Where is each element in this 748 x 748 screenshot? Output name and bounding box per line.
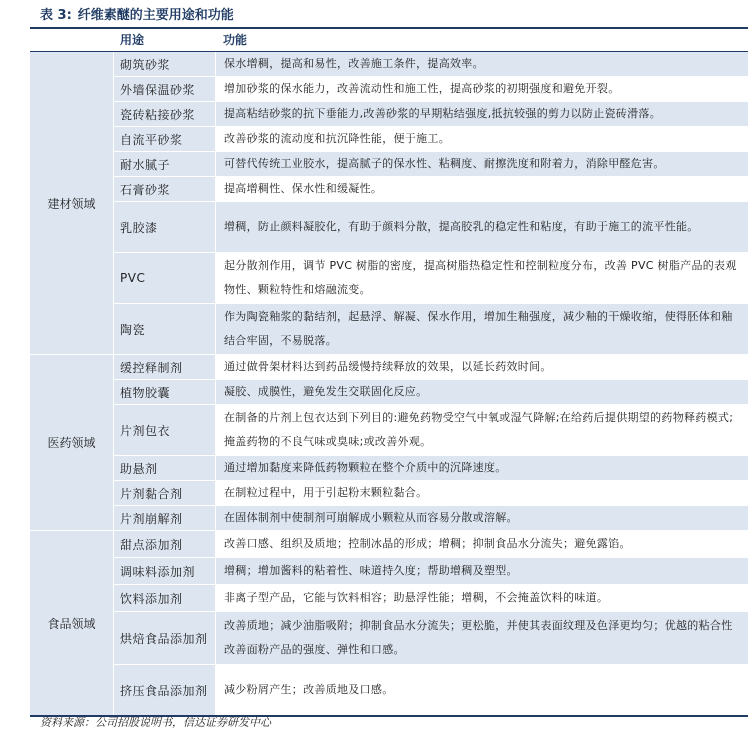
- table-row: [114, 52, 748, 77]
- table-header-row: [30, 29, 748, 52]
- table-row: [114, 405, 748, 456]
- table-row: [114, 481, 748, 506]
- use-cell: 外墙保温砂浆: [114, 77, 216, 101]
- table-row: [114, 355, 748, 380]
- use-cell: 植物胶囊: [114, 380, 216, 404]
- use-cell: 饮料添加剂: [114, 585, 216, 611]
- function-cell: 在制备的片剂上包衣达到下列目的:避免药物受空气中氧或湿气降解;在给药后提供期望的药物释药模式;掩盖药物的不良气味或臭味;或改善外观。: [224, 411, 734, 448]
- group-building-materials: [30, 52, 748, 354]
- table-number: 表 3:: [40, 8, 72, 23]
- table-row: [114, 506, 748, 530]
- group-label: 食品领域: [30, 531, 113, 715]
- use-cell: PVC: [114, 253, 216, 303]
- function-cell: 减少粉屑产生；改善质地及口感。: [224, 683, 394, 696]
- use-cell: 片剂崩解剂: [114, 506, 216, 530]
- source-note: 资料来源：公司招股说明书，信达证券研发中心: [40, 716, 271, 729]
- use-cell: 调味料添加剂: [114, 558, 216, 584]
- use-cell: 自流平砂浆: [114, 127, 216, 151]
- table-row: [114, 127, 748, 152]
- use-cell: 烘焙食品添加剂: [114, 612, 216, 664]
- function-cell: 起分散剂作用，调节 PVC 树脂的密度，提高树脂热稳定性和控制粒度分布，改善 PVC 树脂产品的表观物性、颗粒特性和熔融流变。: [224, 259, 737, 296]
- use-cell: 陶瓷: [114, 304, 216, 354]
- function-cell: 保水增稠，提高和易性，改善施工条件，提高效率。: [216, 52, 748, 76]
- uses-table: [30, 27, 748, 717]
- function-cell: 通过做骨架材料达到药品缓慢持续释放的效果，以延长药效时间。: [224, 360, 552, 373]
- function-cell: 增加砂浆的保水能力，改善流动性和施工性，提高砂浆的初期强度和避免开裂。: [224, 82, 620, 95]
- use-cell: 片剂黏合剂: [114, 481, 216, 505]
- use-cell: 乳胶漆: [114, 202, 216, 252]
- table-row: [114, 177, 748, 202]
- function-cell: 作为陶瓷釉浆的黏结剂，起悬浮、解凝、保水作用，增加生釉强度，减少釉的干燥收缩，使得胚体和釉结合牢固，不易脱落。: [216, 304, 748, 354]
- table-row: [114, 612, 748, 665]
- group-label: 医药领域: [30, 355, 113, 530]
- header-use: 用途: [120, 33, 145, 47]
- table-row: [114, 253, 748, 304]
- use-cell: 助悬剂: [114, 456, 216, 480]
- function-cell: 改善质地；减少油脂吸附；抑制食品水分流失；更松脆，并使其表面纹理及色泽更均匀；优越的粘合性改善面粉产品的强度、弹性和口感。: [216, 612, 748, 664]
- function-cell: 增稠，防止颜料凝胶化，有助于颜料分散，提高胶乳的稳定性和粘度，有助于施工的流平性能。: [216, 202, 748, 252]
- use-cell: 挤压食品添加剂: [114, 665, 216, 715]
- table-row: [114, 585, 748, 612]
- function-cell: 提高粘结砂浆的抗下垂能力,改善砂浆的早期粘结强度,抵抗较强的剪力以防止瓷砖滑落。: [216, 102, 748, 126]
- function-cell: 提高增稠性、保水性和缓凝性。: [224, 182, 383, 195]
- function-cell: 凝胶、成膜性，避免发生交联固化反应。: [216, 380, 748, 404]
- function-cell: 改善砂浆的流动度和抗沉降性能，便于施工。: [224, 132, 450, 145]
- table-row: [114, 380, 748, 405]
- table-row: [114, 558, 748, 585]
- table-row: [114, 77, 748, 102]
- table-row: [114, 665, 748, 715]
- group-pharmaceutical: [30, 354, 748, 530]
- function-cell: 通过增加黏度来降低药物颗粒在整个介质中的沉降速度。: [216, 456, 748, 480]
- table-row: [114, 102, 748, 127]
- use-cell: 砌筑砂浆: [114, 52, 216, 76]
- use-cell: 瓷砖粘接砂浆: [114, 102, 216, 126]
- function-cell: 在固体制剂中使制剂可崩解成小颗粒从而容易分散或溶解。: [216, 506, 748, 530]
- function-cell: 可替代传统工业胶水，提高腻子的保水性、粘稠度、耐擦洗度和附着力，消除甲醛危害。: [216, 152, 748, 176]
- group-food: [30, 530, 748, 715]
- use-cell: 缓控释制剂: [114, 355, 216, 379]
- table-title: [40, 5, 234, 27]
- group-label: 建材领域: [30, 52, 113, 354]
- function-cell: 改善口感、组织及质地；控制冰晶的形成；增稠；抑制食品水分流失；避免露馅。: [224, 537, 631, 550]
- use-cell: 石膏砂浆: [114, 177, 216, 201]
- function-cell: 增稠；增加酱料的粘着性、味道持久度；帮助增稠及塑型。: [216, 558, 748, 584]
- header-function: 功能: [223, 33, 248, 47]
- table-title-text: 纤维素醚的主要用途和功能: [77, 8, 234, 23]
- table-row: [114, 304, 748, 354]
- function-cell: 非离子型产品，它能与饮料相容；助悬浮性能；增稠，不会掩盖饮料的味道。: [224, 591, 609, 604]
- table-row: [114, 202, 748, 253]
- function-cell: 在制粒过程中，用于引起粉末颗粒黏合。: [224, 486, 428, 499]
- use-cell: 耐水腻子: [114, 152, 216, 176]
- table-row: [114, 531, 748, 558]
- use-cell: 甜点添加剂: [114, 531, 216, 557]
- table-row: [114, 152, 748, 177]
- use-cell: 片剂包衣: [114, 405, 216, 455]
- table-row: [114, 456, 748, 481]
